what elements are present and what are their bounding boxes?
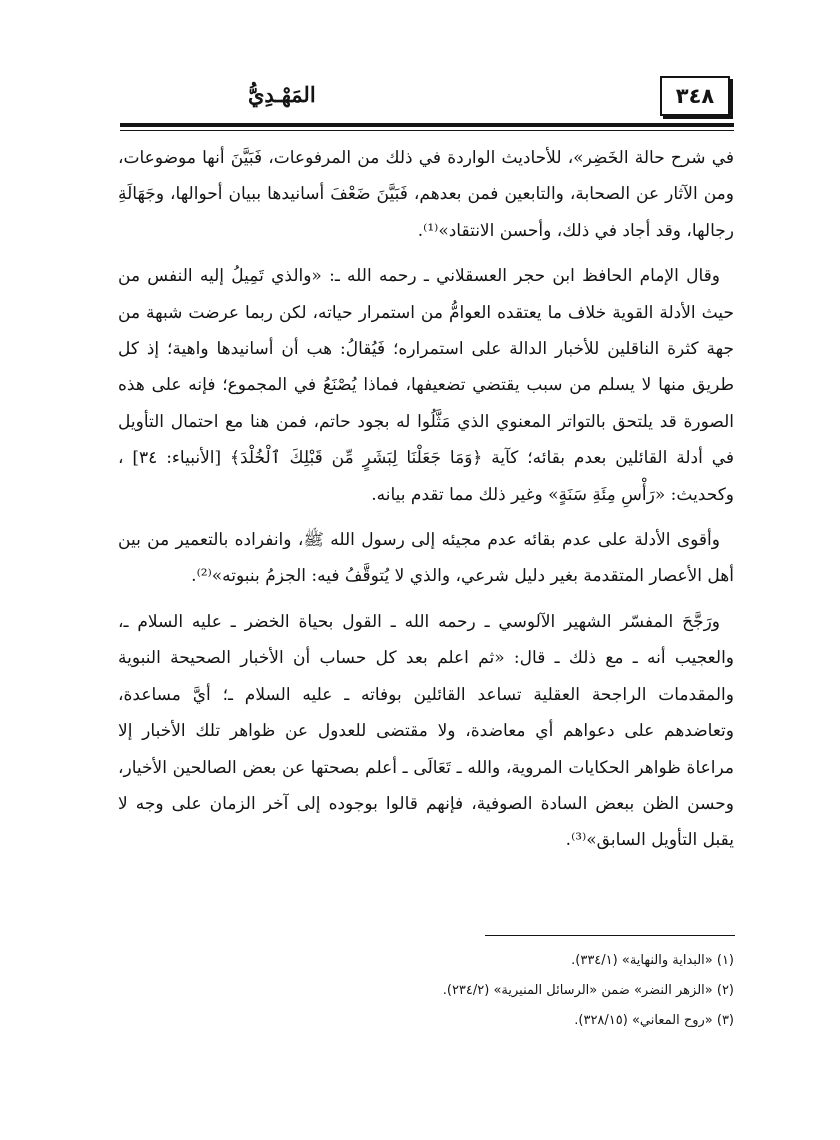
main-text xyxy=(118,140,734,868)
header-rule-thin xyxy=(120,130,734,131)
footnote-3: (٣) «روح المعاني» (٣٢٨/١٥). xyxy=(574,1013,734,1028)
page-number: ٣٤٨ xyxy=(660,76,730,116)
paragraph-4: ورَجَّحَ المفسّر الشهير الآلوسي ـ رحمه الله ـ القول بحياة الخضر ـ عليه السلام ـ، والعجيب أنه ـ مع ذلك ـ قال: «ثم اعلم بعد كل حساب أن الأخبار الصحيحة النبوية والمقدمات الراجحة العقلية تساعد القائلين بوفاته ـ عليه السلام ـ؛ أيَّ مساعدة، وتعاضدهم على دعواهم أي معاضدة، ولا مقتضى للعدول عن ظواهر تلك الأخبار إلا مراعاة ظواهر الحكايات المروية، والله ـ تَعَالَى ـ أعلم بصحتها عن بعض الصالحين الأخيار، وحسن الظن ببعض السادة الصوفية، فإنهم قالوا بوجوده إلى آخر الزمان على وجه لا يقبل التأويل السابق»⁽³⁾. xyxy=(118,611,734,851)
footnote-1: (١) «البداية والنهاية» (٣٣٤/١). xyxy=(571,953,734,968)
paragraph-1: في شرح حالة الخَضِر»، للأحاديث الواردة في ذلك من المرفوعات، فَبَيَّنَ أنها موضوعات، ومن الآثار عن الصحابة، والتابعين فمن بعدهم، فَبَيَّنَ ضَعْفَ أسانيدها ببيان أحوالها، وجَهَالَةِ رجالها، وقد أجاد في ذلك، وأحسن الانتقاد»⁽¹⁾. xyxy=(118,148,734,241)
footnote-2: (٢) «الزهر النضر» ضمن «الرسائل المنيرية» (٢٣٤/٢). xyxy=(442,983,734,998)
footnote-separator xyxy=(485,935,735,936)
paragraph-3: وأقوى الأدلة على عدم بقائه عدم مجيئه إلى رسول الله ﷺ، وانفراده بالتعمير من بين أهل الأعصار المتقدمة بغير دليل شرعي، والذي لا يُتوقَّفُ فيه: الجزمُ بنبوته»⁽²⁾. xyxy=(118,530,734,587)
footnotes xyxy=(300,946,734,1036)
header-rule-thick xyxy=(120,123,734,127)
page-header xyxy=(120,68,732,122)
paragraph-2: وقال الإمام الحافظ ابن حجر العسقلاني ـ رحمه الله ـ: «والذي تَمِيلُ إليه النفس من حيث الأدلة القوية خلاف ما يعتقده العوامُّ من استمرار حياته، لكن ربما عرضت شبهة من جهة كثرة الناقلين للأخبار الدالة على استمراره؛ فَيُقالُ: هب أن أسانيدها واهية؛ إذ كل طريق منها لا يسلم من سبب يقتضي تضعيفها، فماذا يُصْنَعُ في المجموع؛ فإنه على هذه الصورة قد يلتحق بالتواتر المعنوي الذي مَثَّلُوا له بجود حاتم، فمن هنا مع احتمال التأويل في أدلة القائلين بعدم بقائه؛ كآية ﴿وَمَا جَعَلْنَا لِبَشَرٍ مِّن قَبْلِكَ ٱلْخُلْدَ﴾ [الأنبياء: ٣٤] ، وكحديث: «رَأْسِ مِئَةِ سَنَةٍ» وغير ذلك مما تقدم بيانه. xyxy=(118,266,735,505)
running-title: المَهْـدِيُّ xyxy=(248,82,316,107)
